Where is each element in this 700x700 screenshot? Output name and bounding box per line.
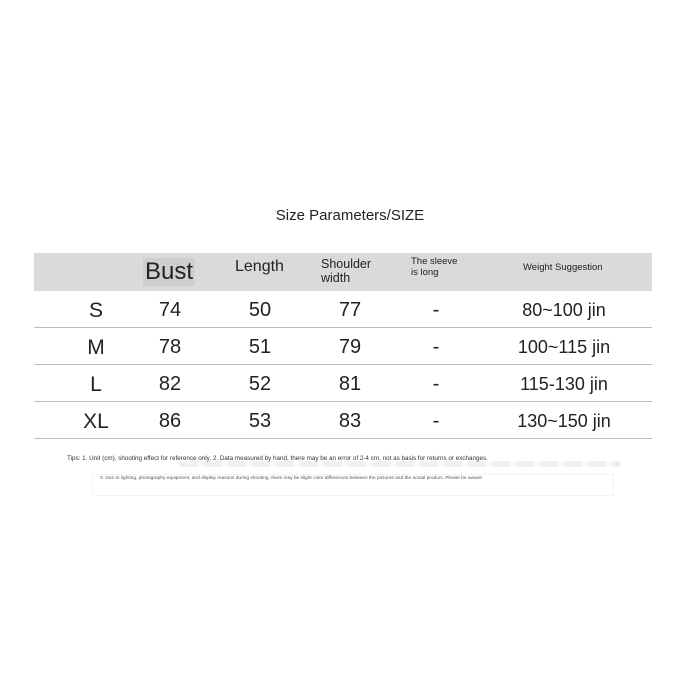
cell-weight: 80~100 jin [522,300,606,320]
cell-size: S [88,299,103,322]
row-divider [34,438,652,439]
size-chart-title: Size Parameters/SIZE [275,207,425,224]
header-bust: Bust [145,258,194,285]
cell-weight: 115-130 jin [520,374,608,394]
cell-sleeve: - [432,410,440,432]
cell-shoulder: 81 [338,373,362,395]
table-row-m [34,329,652,365]
tips-line-1: Tips: 1. Unit (cm), shooting effect for reference only. 2. Data measured by hand, there may be an error of 2-4 cm, not as basis for returns or exchanges. [67,455,488,462]
cell-weight: 130~150 jin [517,411,611,431]
cell-length: 50 [248,299,272,321]
header-shoulder-width: Shoulder width [321,257,372,285]
cell-bust: 78 [158,336,182,358]
cell-sleeve: - [432,299,440,321]
table-row-s [34,292,652,328]
cell-size: XL [83,410,109,433]
cell-length: 51 [248,336,272,358]
header-length: Length [235,258,284,275]
header-weight-suggestion: Weight Suggestion [523,262,603,273]
cell-length: 52 [248,373,272,395]
cell-sleeve: - [432,373,440,395]
header-sleeve-length: The sleeve is long [411,256,458,278]
cell-sleeve: - [432,336,440,358]
table-row-xl [34,403,652,439]
row-divider [34,327,652,328]
cell-bust: 74 [158,299,182,321]
cell-shoulder: 83 [338,410,362,432]
cell-weight: 100~115 jin [517,337,611,357]
cell-bust: 86 [158,410,182,432]
row-divider [34,364,652,365]
table-row-l [34,366,652,402]
row-divider [34,401,652,402]
tips-line-2: 3. Due to lighting, photography equipment, and display reasons during shooting, there may be slight color differences between the pictures and the actual product. Please be aware! [100,476,483,481]
cell-bust: 82 [158,373,182,395]
cell-shoulder: 77 [338,299,362,321]
cell-shoulder: 79 [338,336,362,358]
cell-size: L [90,373,102,396]
cell-length: 53 [248,410,272,432]
cell-size: M [87,336,105,359]
